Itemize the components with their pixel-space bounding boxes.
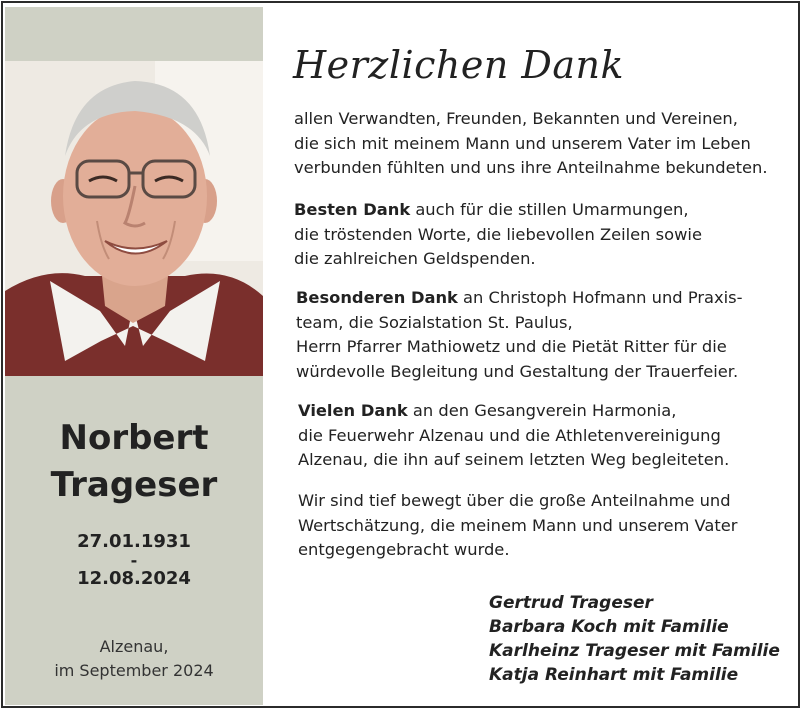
signer: Karlheinz Trageser mit Familie	[489, 641, 780, 661]
date-separator: -	[130, 551, 138, 570]
text-line: entgegengebracht wurde.	[298, 540, 510, 559]
signer: Katja Reinhart mit Familie	[489, 665, 739, 685]
date-line: im September 2024	[54, 661, 214, 680]
text-line	[298, 399, 788, 424]
portrait-photo	[5, 61, 263, 376]
lead-text: Vielen Dank	[298, 401, 408, 420]
text-line: die tröstenden Worte, die liebevollen Zeilen sowie	[294, 224, 702, 244]
thanks-paragraph-3	[296, 286, 786, 384]
thanks-paragraph-4	[298, 399, 788, 473]
signer: Barbara Koch mit Familie	[489, 617, 729, 637]
text-line: Herrn Pfarrer Mathiowetz und die Pietät Ritter für die	[296, 337, 727, 356]
heading: Herzlichen Dank	[293, 43, 625, 87]
obituary-card	[1, 1, 800, 708]
signer: Gertrud Trageser	[489, 593, 653, 613]
signers-list	[489, 591, 780, 687]
text-line: die sich mit meinem Mann und unserem Vater im Leben	[294, 133, 751, 153]
text-line: team, die Sozialstation St. Paulus,	[296, 312, 573, 332]
lead-text: Besonderen Dank	[296, 288, 458, 307]
portrait-illustration	[5, 61, 263, 376]
last-name: Trageser	[50, 465, 218, 505]
thanks-paragraph-5	[298, 489, 788, 563]
text-span: an den Gesangverein Harmonia,	[407, 401, 677, 420]
text-line: Alzenau, die ihn auf seinem letzten Weg begleiteten.	[298, 450, 730, 469]
thanks-paragraph-2	[294, 198, 784, 272]
birth-date: 27.01.1931	[77, 531, 191, 552]
thanks-paragraph-1	[294, 107, 784, 181]
text-span: auch für die stillen Umarmungen,	[410, 200, 689, 219]
lead-text: Besten Dank	[294, 200, 411, 219]
text-line: die zahlreichen Geldspenden.	[294, 249, 536, 268]
text-line: würdevolle Begleitung und Gestaltung der Trauerfeier.	[296, 361, 739, 381]
text-line: Wertschätzung, die meinem Mann und unserem Vater	[298, 515, 738, 535]
text-line: die Feuerwehr Alzenau und die Athletenvereinigung	[298, 425, 721, 445]
text-line	[294, 198, 784, 223]
text-span: an Christoph Hofmann und Praxis-	[457, 288, 743, 307]
text-line: verbunden fühlten und uns ihre Anteilnahme bekundeten.	[294, 158, 768, 177]
text-line: Wir sind tief bewegt über die große Anteilnahme und	[298, 491, 731, 510]
place: Alzenau,	[99, 637, 169, 656]
death-date: 12.08.2024	[77, 568, 191, 589]
text-line	[296, 286, 786, 311]
text-line: allen Verwandten, Freunden, Bekannten und Vereinen,	[294, 109, 738, 128]
first-name: Norbert	[59, 418, 209, 458]
